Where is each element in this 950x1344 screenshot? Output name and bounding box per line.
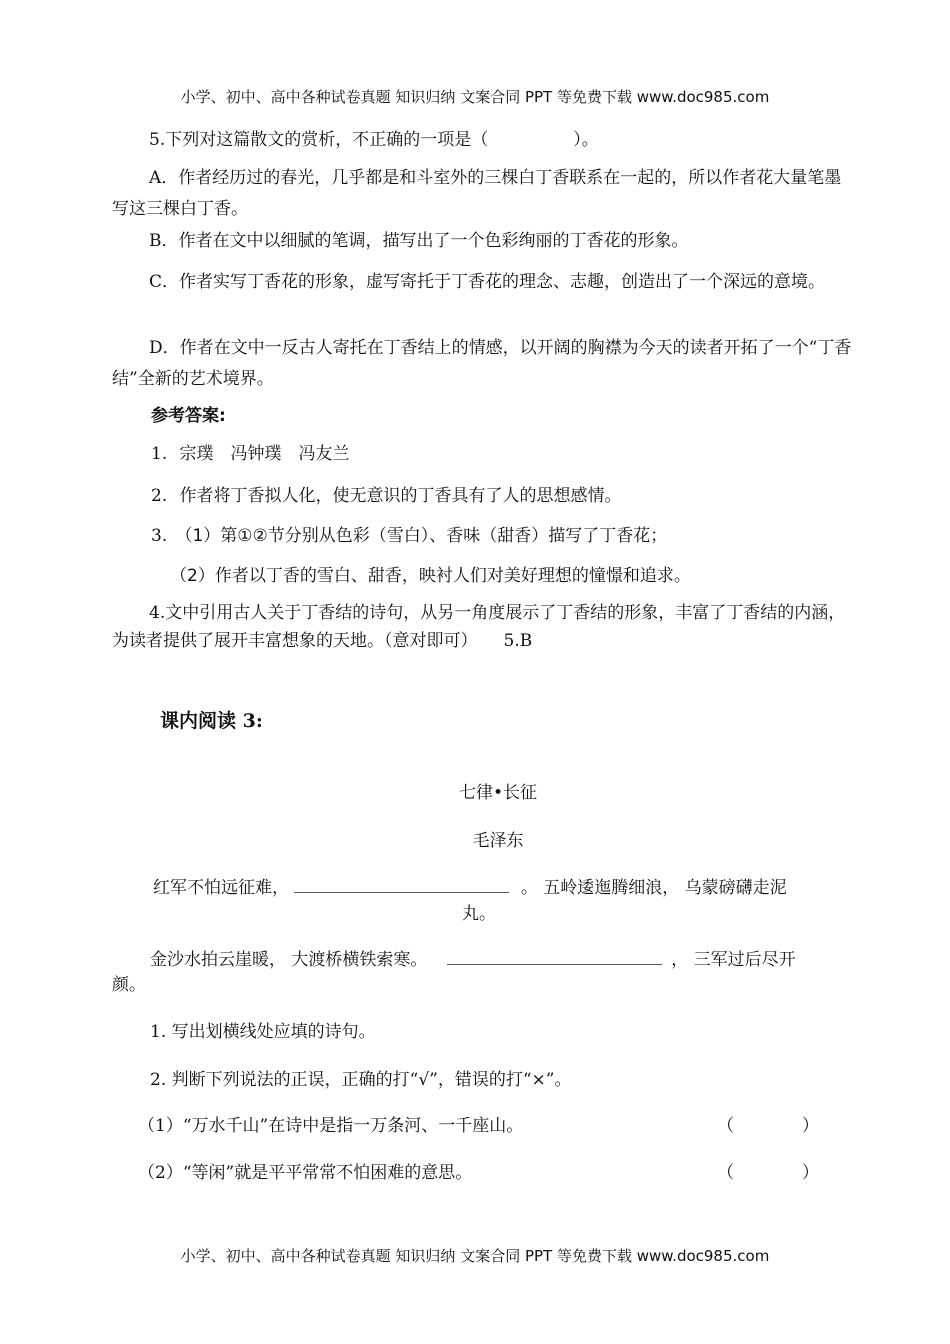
- poem-line-2-end: ， 三军过后尽开: [671, 950, 796, 970]
- answer-5: 5.B: [503, 631, 533, 651]
- header-banner: 小学、初中、高中各种试卷真题 知识归纳 文案合同 PPT 等免费下载 www.doc985.com: [180, 88, 770, 106]
- question-2-item-2: （2）“等闲”就是平平常常不怕困难的意思。: [138, 1163, 473, 1183]
- answer-3-number: 3.: [151, 526, 168, 546]
- answer-4-text: 文中引用古人关于丁香结的诗句，从另一角度展示了丁香结的形象，丰富了丁香结的内涵，为读者提供了展开丰富想象的天地。（意对即可）: [112, 603, 846, 651]
- poem-line-1-end: 。 五岭逶迤腾细浪， 乌蒙磅礴走泥: [520, 878, 787, 898]
- answer-1-text: 宗璞 冯钟璞 冯友兰: [179, 444, 350, 464]
- answer-1: [151, 439, 349, 464]
- poem-line-2-start: 金沙水拍云崖暖， 大渡桥横铁索寒。: [150, 950, 428, 970]
- poem-line-2: [150, 945, 796, 970]
- footer-banner: 小学、初中、高中各种试卷真题 知识归纳 文案合同 PPT 等免费下载 www.doc985.com: [180, 1247, 770, 1265]
- poem-line-1: [153, 873, 787, 898]
- question5-option-c: C．作者实写丁香花的形象，虚写寄托于丁香花的理念、志趣，创造出了一个深远的意境。: [149, 272, 826, 292]
- answer-2-text: 作者将丁香拟人化，使无意识的丁香具有了人的思想感情。: [179, 486, 622, 506]
- answer-2-number: 2.: [151, 486, 168, 506]
- answer-paren-2[interactable]: （ ）: [717, 1163, 819, 1183]
- question5-option-a: A．作者经历过的春光，几乎都是和斗室外的三棵白丁香联系在一起的，所以作者花大量笔墨写这三棵白丁香。: [112, 168, 842, 219]
- answer-3-part1: （1）第①②节分别从色彩（雪白）、香味（甜香）描写了丁香花；: [175, 526, 668, 546]
- blank-line-1: [294, 873, 509, 893]
- answer-4: [112, 599, 852, 655]
- answer-1-number: 1.: [151, 444, 168, 464]
- reading3-question-2: 2. 判断下列说法的正误，正确的打“√”，错误的打“×”。: [150, 1070, 572, 1090]
- reading3-heading: 课内阅读 3:: [160, 710, 263, 732]
- answer-3-part2: （2）作者以丁香的雪白、甜香，映衬人们对美好理想的憧憬和追求。: [170, 566, 691, 586]
- poem-author: 毛泽东: [472, 831, 524, 851]
- answer-3: [151, 521, 667, 546]
- poem-title: 七律•长征: [458, 783, 538, 803]
- answer-2: [151, 481, 621, 506]
- question5-stem: 5.下列对这篇散文的赏析，不正确的一项是（ ）。: [149, 130, 599, 150]
- poem-line-1-start: 红军不怕远征难，: [153, 878, 289, 898]
- poem-line-2-wrap: 颜。: [112, 975, 146, 995]
- answer-paren-1[interactable]: （ ）: [717, 1116, 819, 1136]
- question5-option-b: B．作者在文中以细腻的笔调，描写出了一个色彩绚丽的丁香花的形象。: [149, 231, 689, 251]
- blank-line-2: [447, 945, 662, 965]
- answers-title: 参考答案:: [151, 406, 226, 426]
- poem-line-1-wrap: 丸。: [462, 904, 496, 924]
- answer-4-number: 4.: [149, 603, 166, 623]
- question-2-item-1: （1）“万水千山”在诗中是指一万条河、一千座山。: [138, 1116, 524, 1136]
- question5-option-d: D．作者在文中一反古人寄托在丁香结上的情感，以开阔的胸襟为今天的读者开拓了一个“丁香结”全新的艺术境界。: [112, 338, 852, 389]
- reading3-question-1: 1. 写出划横线处应填的诗句。: [150, 1022, 376, 1042]
